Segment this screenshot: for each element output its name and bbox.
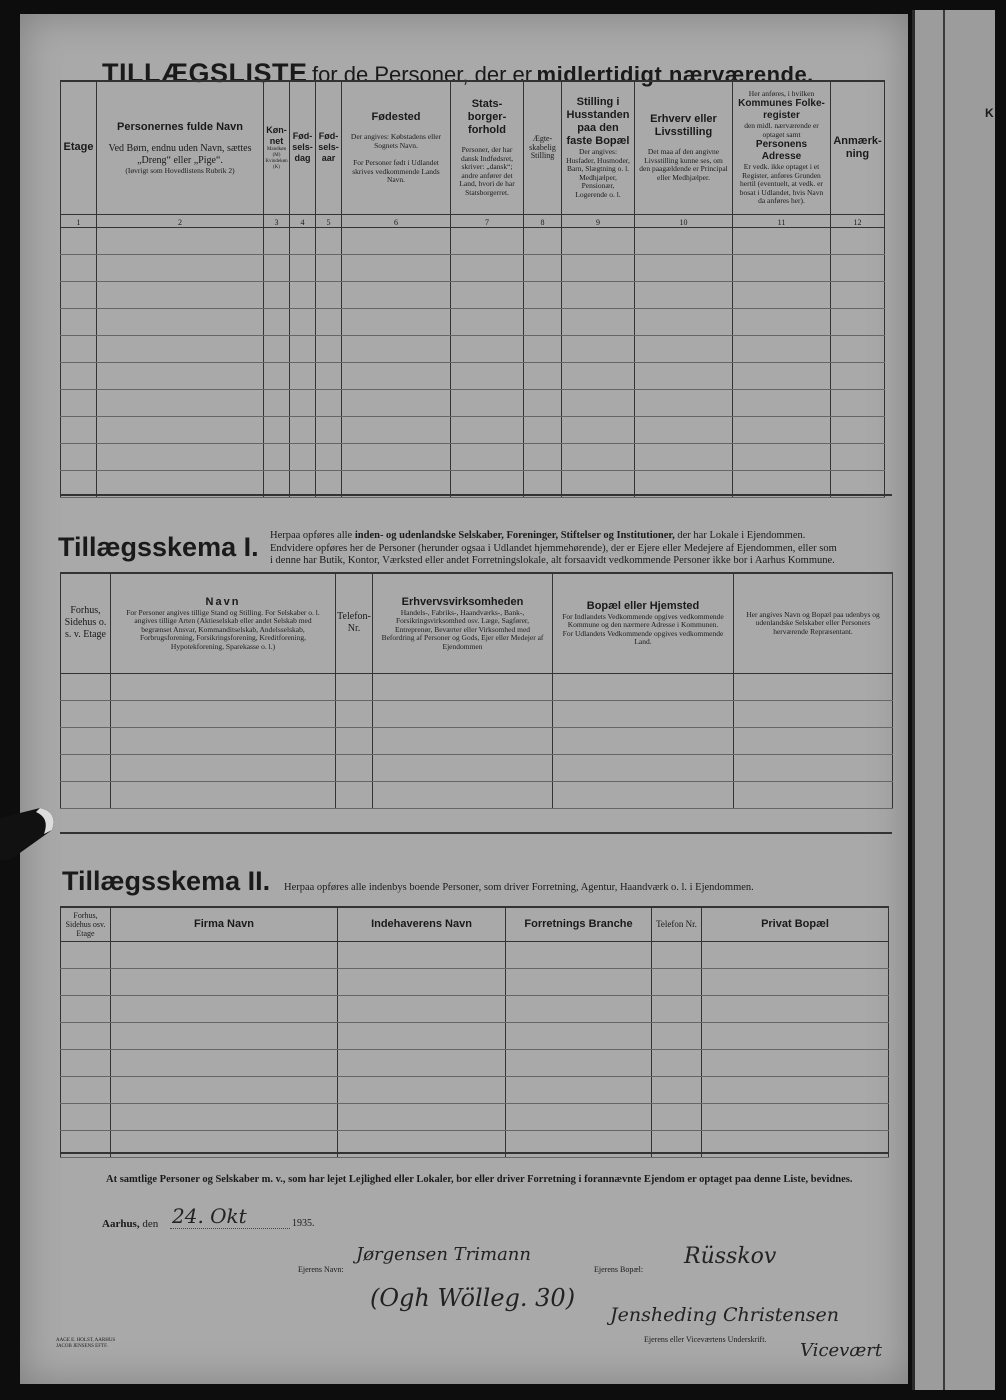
residence-handwritten: Rüsskov [684, 1244, 777, 1269]
census-form-page [20, 14, 908, 1384]
residence-label: Ejerens Bopæl: [594, 1265, 644, 1274]
table-row[interactable] [61, 941, 889, 968]
printer-imprint: AAGE E. HOLST, AARHUS JACOB JENSENS EFTF. [56, 1338, 116, 1349]
s1-col-floor: Forhus, Sidehus o. s. v. Etage [61, 573, 111, 673]
year: 1935. [292, 1218, 315, 1229]
pen-tip-icon [0, 808, 58, 866]
table-row[interactable] [61, 416, 885, 443]
attestation-text: At samtlige Personer og Selskaber m. v., som har lejet Lejlighed eller Lokaler, bor eller driver Forretning i forannævnte Ejendom er optaget paa denne Liste, bevidnes. [106, 1174, 853, 1185]
col-registry: Her anføres, i hvilken Kommunes Folke-register den midl. nærværende er optaget samt Personens Adresse Er vedk. ikke optaget i et Register, anføres Grunden hertil (eventuelt, at vedk. er bosat i Udlandet, hvis Navn da anføres her). [733, 81, 831, 214]
table-row[interactable] [61, 1103, 889, 1130]
table-row[interactable] [61, 700, 893, 727]
divider [60, 494, 892, 496]
col-etage: Etage [61, 81, 97, 214]
form-title: TILLÆGSLISTE for de Personer, der er midlertidigt nærværende. [102, 58, 814, 88]
s1-col-representative: Her angives Navn og Bopæl paa udenbys og udenlandske Selskaber eller Personers herværende Repræsentant. [734, 573, 893, 673]
table-row[interactable] [61, 281, 885, 308]
col-gender: Køn-net Mandkøn (M) Kvindekøn (K) [264, 81, 290, 214]
adjacent-page [912, 10, 995, 1390]
tillaegsliste-table [60, 80, 885, 498]
table-row[interactable] [61, 227, 885, 254]
table-row[interactable] [61, 968, 889, 995]
table-row[interactable] [61, 781, 893, 808]
skema1-table [60, 572, 893, 809]
s1-col-name: Navn For Personer angives tillige Stand og Stilling. For Selskaber o. l. angives tillige Arten (Aktieselskab eller andet Selskab med begrænset Ansvar, Kommanditselskab, Andelsselskab, Forbrugsforening, Forsikringsforening, Kreditforening, Hypotekforening, Sparekasse o. l.) [111, 573, 336, 673]
s1-col-phone: Telefon-Nr. [336, 573, 373, 673]
owner-name-handwritten: Jørgensen Trimann [356, 1244, 531, 1265]
col-remarks: Anmærk-ning [831, 81, 885, 214]
s1-col-business: Erhvervsvirksomheden Handels-, Fabriks-, Haandværks-, Bank-, Forsikringsvirksomhed osv. Læge, Sagfører, Entreprenør, Beværter eller Virksomhed med Befordring af Personer og Gods, Ejer eller Medejer af Ejendommen [373, 573, 553, 673]
table-row[interactable] [61, 673, 893, 700]
role-handwritten: Vicevært [800, 1340, 883, 1361]
col-citizenship: Stats-borger-forhold Personer, der har dansk Indfødsret, skriver: „dansk“; andre anfører det Land, hvori de har Statsborgerret. [451, 81, 524, 214]
s2-col-owner: Indehaverens Navn [338, 907, 506, 941]
col-birthday: Fød-sels-dag [290, 81, 316, 214]
date-line: Aarhus, den [102, 1218, 159, 1230]
table-row[interactable] [61, 1022, 889, 1049]
s2-col-branch: Forretnings Branche [506, 907, 652, 941]
divider [60, 1152, 888, 1154]
s1-col-residence: Bopæl eller Hjemsted For Indlandets Vedkommende opgives vedkommende Kommune og den nærmere Adresse i Kommunen. For Udlandets Vedkommende opgives vedkommende Land. [553, 573, 734, 673]
table-row[interactable] [61, 470, 885, 497]
owner-label: Ejerens Navn: [298, 1265, 344, 1274]
table-row[interactable] [61, 1049, 889, 1076]
skema1-rows [61, 673, 893, 808]
skema1-title: Tillægsskema I. [58, 532, 259, 562]
table-row[interactable] [61, 254, 885, 281]
table-row[interactable] [61, 362, 885, 389]
signature-handwritten: Jensheding Christensen [610, 1304, 840, 1326]
col-birthyear: Fød-sels-aar [316, 81, 342, 214]
col-birthplace: Fødested Der angives: Købstadens eller Sognets Navn. For Personer født i Udlandet skrives vedkommende Lands Navn. [342, 81, 451, 214]
table-row[interactable] [61, 995, 889, 1022]
skema2-table [60, 906, 889, 1158]
table-row[interactable] [61, 389, 885, 416]
page-fold-line [943, 10, 945, 1390]
entry-rows [61, 227, 885, 497]
signature-label: Ejerens eller Viceværtens Underskrift. [644, 1335, 767, 1344]
table-row[interactable] [61, 754, 893, 781]
col-marital: Ægte-skabelig Stilling [524, 81, 562, 214]
table-row[interactable] [61, 335, 885, 362]
s2-col-floor: Forhus, Sidehus osv. Etage [61, 907, 111, 941]
divider [60, 832, 892, 834]
s2-col-phone: Telefon Nr. [652, 907, 702, 941]
skema2-rows [61, 941, 889, 1157]
table-row[interactable] [61, 727, 893, 754]
skema1-description: Herpaa opføres alle inden- og udenlandske Selskaber, Foreninger, Stiftelser og Institutioner, der har Lokale i Ejendommen. Endvidere opføres her de Personer (herunder ogsaa i Udlandet hjemmehørende), der er Ejere eller Medejere af Ejendommen, eller som i denne har Butik, Kontor, Værksted eller andet Forretningslokale, alt forsaavidt vedkommende Personer ikke bor i Aarhus Kommune. [270, 530, 837, 566]
table-row[interactable] [61, 308, 885, 335]
col-household-position: Stilling i Husstanden paa den faste Bopæl Der angives: Husfader, Husmoder, Barn, Slægtning o. l. Medhjælper, Pensionær, Logerende o. l. [562, 81, 635, 214]
owner-address-handwritten: (Ogh Wölleg. 30) [370, 1284, 576, 1312]
table-row[interactable] [61, 443, 885, 470]
col-occupation: Erhverv eller Livsstilling Det maa af den angivne Livsstilling kunne ses, om den paagældende er Principal eller Medhjælper. [635, 81, 733, 214]
table-row[interactable] [61, 1076, 889, 1103]
col-name: Personernes fulde Navn Ved Børn, endnu uden Navn, sættes „Dreng“ eller „Pige“. (Iøvrigt som Hovedlistens Rubrik 2) [97, 81, 264, 214]
column-numbers: 1 2 3 4 5 6 7 8 9 10 11 12 [61, 214, 885, 227]
date-underline [170, 1228, 290, 1229]
s2-col-private-address: Privat Bopæl [702, 907, 889, 941]
skema2-title: Tillægsskema II. [62, 866, 271, 896]
adjacent-page-fragment: K [985, 106, 994, 120]
s2-col-firm: Firma Navn [111, 907, 338, 941]
date-handwritten: 24. Okt [172, 1204, 247, 1228]
skema2-description: Herpaa opføres alle indenbys boende Personer, som driver Forretning, Agentur, Haandværk o. l. i Ejendommen. [284, 882, 754, 893]
